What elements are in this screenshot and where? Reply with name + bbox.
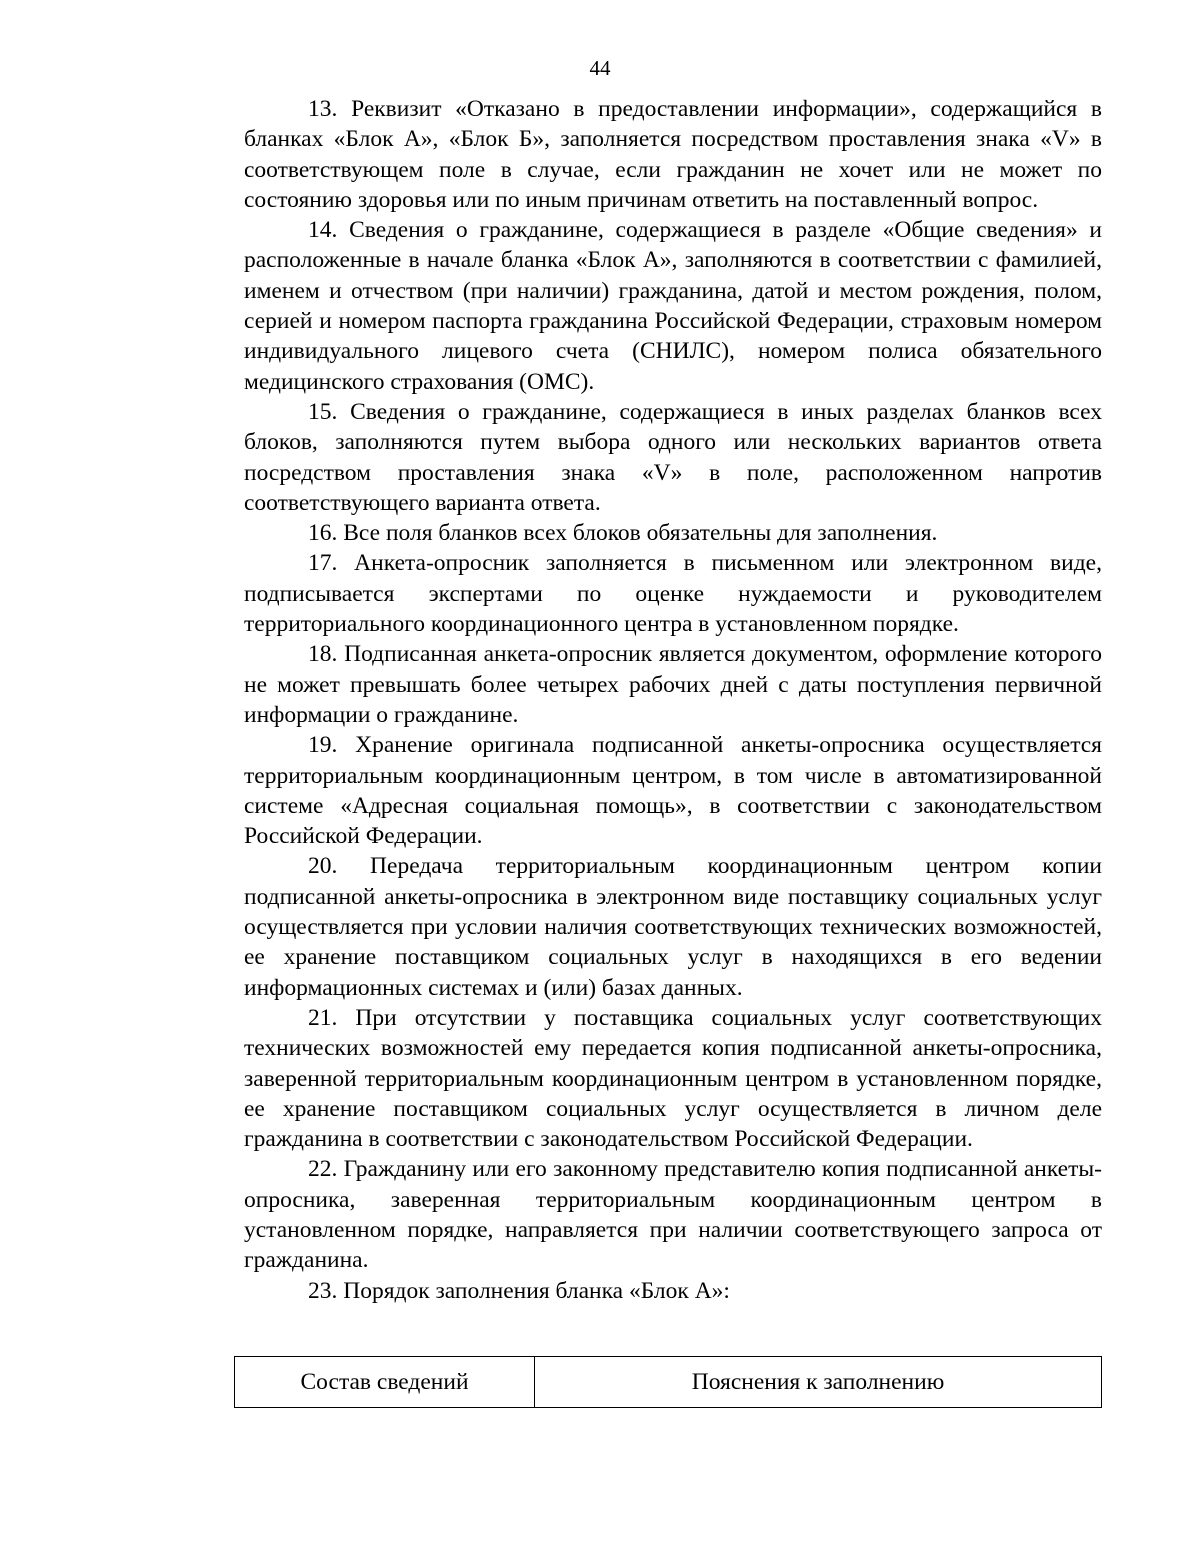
paragraph-15: 15. Сведения о гражданине, содержащиеся в иных разделах бланков всех блоков, заполняются путем выбора одного или нескольких вариантов ответа посредством проставления знака «V» в поле, расположенном напротив соответствующего варианта ответа. — [244, 398, 1102, 516]
table-header-explanations: Пояснения к заполнению — [535, 1357, 1102, 1408]
paragraph-13: 13. Реквизит «Отказано в предоставлении информации», содержащийся в бланках «Блок А», «Блок Б», заполняется посредством проставления знака «V» в соответствующем поле в случае, если гражданин не хочет или не может по состоянию здоровья или по иным причинам ответить на поставленный вопрос. — [244, 96, 1102, 213]
paragraph-17: 17. Анкета-опросник заполняется в письменном или электронном виде, подписывается экспертами по оценке нуждаемости и руководителем территориального координационного центра в установленном порядке. — [244, 550, 1102, 638]
paragraph-14: 14. Сведения о гражданине, содержащиеся в разделе «Общие сведения» и расположенные в начале бланка «Блок А», заполняются в соответствии с фамилией, именем и отчеством (при наличии) гражданина, датой и местом рождения, полом, серией и номером паспорта гражданина Российской Федерации, страховым номером индивидуального лицевого счета (СНИЛС), номером полиса обязательного медицинского страхования (ОМС). — [244, 217, 1102, 395]
paragraph-20: 20. Передача территориальным координационным центром копии подписанной анкеты-опросника в электронном виде поставщику социальных услуг осуществляется при условии наличия соответствующих технических возможностей, ее хранение поставщиком социальных услуг в находящихся в его ведении информационных системах и (или) базах данных. — [244, 853, 1102, 1001]
paragraph-16: 16. Все поля бланков всех блоков обязательны для заполнения. — [308, 520, 938, 547]
paragraph-22: 22. Гражданину или его законному представителю копия подписанной анкеты-опросника, заверенная территориальным координационным центром в установленном порядке, направляется при наличии соответствующего запроса от гражданина. — [244, 1156, 1102, 1274]
paragraph-23: 23. Порядок заполнения бланка «Блок А»: — [308, 1277, 730, 1304]
table-header-row — [235, 1357, 1102, 1408]
paragraph-18: 18. Подписанная анкета-опросник является документом, оформление которого не может превышать более четырех рабочих дней с даты поступления первичной информации о гражданине. — [244, 641, 1102, 728]
fill-order-table — [234, 1356, 1102, 1408]
paragraph-21: 21. При отсутствии у поставщика социальных услуг соответствующих технических возможностей ему передается копия подписанной анкеты-опросника, заверенной территориальным координационным центром в установленном порядке, ее хранение поставщиком социальных услуг осуществляется в личном деле гражданина в соответствии с законодательством Российской Федерации. — [244, 1004, 1102, 1153]
document-body — [244, 94, 1102, 1306]
table-header-composition: Состав сведений — [235, 1357, 535, 1408]
paragraph-19: 19. Хранение оригинала подписанной анкеты-опросника осуществляется территориальным координационным центром, в том числе в автоматизированной системе «Адресная социальная помощь», в соответствии с законодательством Российской Федерации. — [244, 732, 1102, 850]
page-number: 44 — [589, 56, 611, 80]
